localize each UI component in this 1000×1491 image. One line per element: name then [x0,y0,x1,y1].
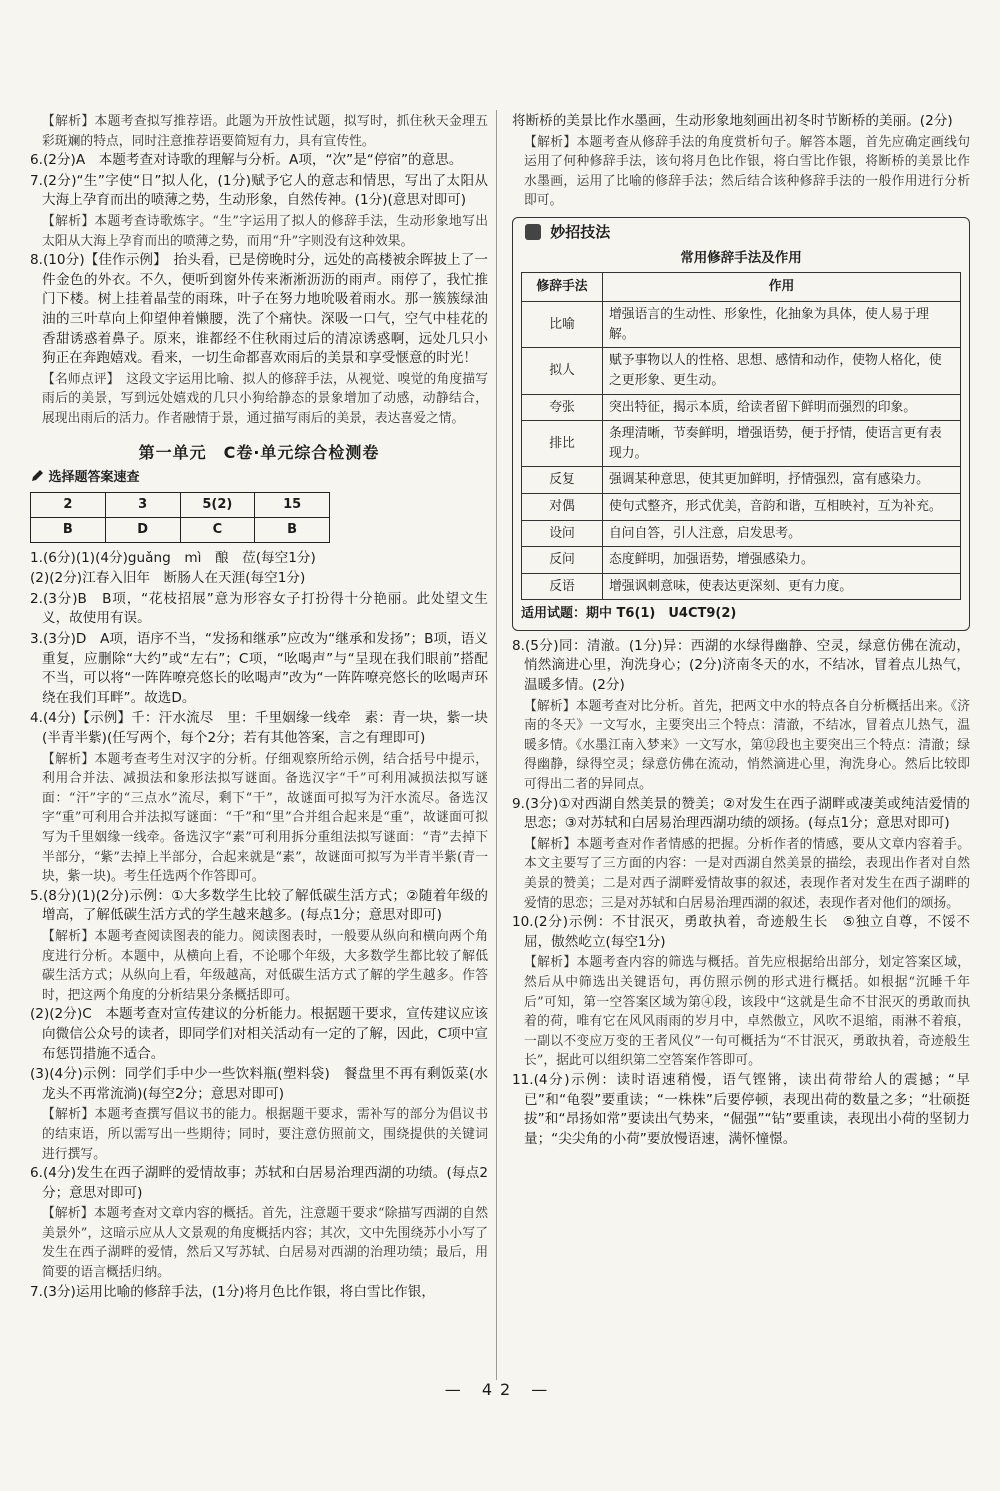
rhetoric-table [521,272,961,600]
answer-item: 8.(5分)同：清澈。(1分)异：西湖的水绿得幽静、空灵，绿意仿佛在流动，悄然滴进心里，洵洗身心；(2分)济南冬天的水，不结冰，冒着点儿热气，温暖多情。(2分) [512,637,970,694]
answer-header: 2 [31,492,106,517]
rhetoric-row [522,520,961,547]
rhetoric-effect: 增强语言的生动性、形象性，化抽象为具体，使人易于理解。 [603,302,961,348]
analysis-note: 【解析】本题考查撰写倡议书的能力。根据题干要求，需补写的部分为倡议书的结束语，所以需写出一些期待；同时，要注意仿照前文，围绕提供的关键词进行撰写。 [42,1107,488,1162]
applicable-questions: 适用试题：期中 T6(1) U4CT9(2) [521,606,737,622]
left-column [30,112,488,1303]
analysis-note: 【解析】本题考查对文章内容的概括。首先，注意题干要求“除描写西湖的自然美景外”，这暗示应从人文景观的角度概括内容；其次，文中先围绕苏小小写了发生在西子湖畔的爱情，然后又写苏轼、白居易对西湖的治理功绩；最后，用简要的语言概括归纳。 [42,1206,488,1281]
answer-item: 3.(3分)D A项，语序不当，“发扬和继承”应改为“继承和发扬”；B项，语义重复，应删除“大约”或“左右”；C项，“吆喝声”与“呈现在我们眼前”搭配不当，可以将“一阵阵嘹亮悠长的吆喝声”改为“一阵阵嘹亮悠长的吆喝声环绕在我们耳畔”。故选D。 [30,631,488,706]
rhetoric-row [522,302,961,348]
answer-item: 7.(3分)运用比喻的修辞手法，(1分)将月色比作银，将白雪比作银， [30,1283,435,1300]
watermark-logo [760,1395,980,1485]
right-answer-blocks [512,112,970,211]
answer-item: (2)(2分)C 本题考查对宣传建议的分析能力。根据题干要求，宣传建议应该向微信公众号的读者，即同学们对相关活动有一定的了解，因此，C项中宣布惩罚措施不适合。 [30,1006,488,1062]
quick-answer-heading [30,468,488,488]
rhetoric-row [522,573,961,600]
answer-header: 5(2) [180,492,255,517]
rhetoric-effect: 使句式整齐，形式优美，音韵和谐，互相映衬，互为补充。 [603,493,961,520]
answer-item: 7.(2分)“生”字使“日”拟人化，(1分)赋予它人的意志和情思，写出了太阳从大海上孕育而出的喷薄之势，生动形象，自然传神。(1分)(意思对即可) [30,172,488,209]
answer-item: 5.(8分)(1)(2分)示例：①大多数学生比较了解低碳生活方式；②随着年级的增高，了解低碳生活方式的学生越来越多。(每点1分；意思对即可) [30,887,488,924]
answer-item: 将断桥的美景比作水墨画，生动形象地刻画出初冬时节断桥的美丽。(2分) [512,113,953,129]
rhetoric-name: 设问 [522,520,603,547]
left-answer-blocks-2 [30,549,488,1303]
rhetoric-row [522,421,961,467]
rhetoric-row [522,547,961,574]
answer-table-value-row [31,517,330,542]
column-divider [496,110,497,1380]
quick-answer-title: 选择题答案速查 [48,470,140,486]
answer-item: 11.(4分)示例：读时语速稍慢，语气铿锵，读出荷带给人的震撼；“早已”和“龟裂”要重读；“一株株”后要停顿，表现出荷的数量之多；“壮硕挺拔”和“昂扬如常”要读出气势来，“倔强”“钻”要重读，表现出小荷的坚韧力量；“尖尖角的小荷”要放慢语速，满怀憧憬。 [512,1071,970,1147]
rhetoric-name: 反语 [522,573,603,600]
analysis-note: 【解析】本题考查阅读图表的能力。阅读图表时，一般要从纵向和横向两个角度进行分析。本题中，从横向上看，不论哪个年级，大多数学生都比较了解低碳生活方式；从纵向上看，年级越高，对低碳生活方式了解的学生越多。作答时，把这两个角度的分析结果分条概括即可。 [42,928,488,1003]
answer-header: 3 [105,492,180,517]
right-column [512,112,970,1150]
analysis-note: 【解析】本题考查拟写推荐语。此题为开放性试题，拟写时，抓住秋天金理五彩斑斓的特点，同时注意推荐语要简短有力，具有宣传性。 [42,114,488,149]
rhetoric-header-row [522,273,961,302]
answer-item: 1.(6分)(1)(4分)guǎng mì 酿 莅(每空1分) [30,549,316,566]
analysis-note: 【解析】本题考查对比分析。首先，把两文中水的特点各自分析概括出来。《济南的冬天》一文写水，主要突出三个特点：清澈，不结冰，冒着点儿热气，温暖多情。《水墨江南入梦来》一文写水，第⑫段也主要突出三个特点：清澈；绿得幽静，绿得空灵；绿意仿佛在流动，悄然滴进心里，洵洗身心。然后比较即可得出二者的异同点。 [524,698,970,793]
rhetoric-row [522,348,961,394]
rhetoric-header: 修辞手法 [522,273,603,302]
rhetoric-effect: 突出特征，揭示本质，给读者留下鲜明而强烈的印象。 [603,394,961,421]
answer-value: B [31,517,106,542]
rhetoric-effect: 自问自答，引人注意，启发思考。 [603,520,961,547]
tip-heading [521,223,614,243]
answer-item: 6.(2分)A 本题考查对诗歌的理解与分析。A项，“次”是“停宿”的意思。 [30,152,463,169]
answer-value: C [180,517,255,542]
analysis-note: 【解析】本题考查从修辞手法的角度赏析句子。解答本题，首先应确定画线句运用了何种修辞手法，该句将月色比作银，将白雪比作银，将断桥的美景比作水墨画，运用了比喻的修辞手法；然后结合该种修辞手法的一般作用进行分析即可。 [524,134,970,209]
rhetoric-effect: 增强讽刺意味，使表达更深刻、更有力度。 [603,573,961,600]
rhetoric-header: 作用 [603,273,961,302]
answer-item: 4.(4分)【示例】千：汗水流尽 里：千里姻缘一线牵 素：青一块，紫一块(半青半紫)(任写两个，每个2分；若有其他答案，言之有理即可) [30,710,488,747]
tip-badge-icon [525,224,541,240]
answer-item: 8.(10分)【佳作示例】 抬头看，已是傍晚时分，远处的高楼被余晖披上了一件金色的外衣。不久，便听到窗外传来淅淅沥沥的雨声。雨停了，我忙推门下楼。树上挂着晶莹的雨珠，叶子在努力地吮吸着雨水。那一簇簇绿油油的三叶草向上仰望伸着懒腰，洗了个痛快。深吸一口气，空气中桂花的香甜诱惑着鼻子。原来，谁都经不住秋雨过后的清凉诱惑啊，远处几只小狗正在奔跑嬉戏。看来，一切生命都喜欢雨后的美景和享受惬意的时光！ [30,252,488,367]
rhetoric-effect: 赋予事物以人的性格、思想、感情和动作，使物人格化，使之更形象、更生动。 [603,348,961,394]
left-answer-blocks [30,112,488,429]
analysis-note: 【解析】本题考查考生对汉字的分析。仔细观察所给示例，结合括号中提示，利用合并法、减损法和象形法拟写谜面。备选汉字“千”可利用减损法拟写谜面：“汗”字的“三点水”流尽，剩下“干”，故谜面可拟写为汗水流尽。备选汉字“重”可利用合并法拟写谜面：“千”和“里”合并组合起来是“重”，故谜面可拟写为千里姻缘一线牵。备选汉字“素”可利用拆分重组法拟写谜面：“青”去掉下半部分，“紫”去掉上半部分，合起来就是“素”，故谜面可拟写为半青半紫(青一块，紫一块)。考生任选两个作答即可。 [42,751,488,885]
answer-value: B [255,517,330,542]
rhetoric-name: 反复 [522,467,603,494]
answer-item: 2.(3分)B B项，“花枝招展”意为形容女子打扮得十分艳丽。此处望文生义，故使用有误。 [30,590,488,627]
rhetoric-row [522,394,961,421]
answer-item: (3)(4分)示例：同学们手中少一些饮料瓶(塑料袋) 餐盘里不再有剩饭菜(水龙头不再常流淌)(每空2分；意思对即可) [30,1066,488,1102]
answer-table-header-row [31,492,330,517]
rhetoric-name: 对偶 [522,493,603,520]
answer-header: 15 [255,492,330,517]
answer-value: D [105,517,180,542]
rhetoric-effect: 条理清晰，节奏鲜明，增强语势，便于抒情，使语言更有表现力。 [603,421,961,467]
tip-label: 妙招技法 [550,222,611,241]
rhetoric-row [522,467,961,494]
analysis-note: 【名师点评】 这段文字运用比喻、拟人的修辞手法，从视觉、嗅觉的角度描写雨后的美景，写到远处嬉戏的几只小狗给静态的景象增加了动感，动静结合，展现出雨后的活力。作者融情于景，通过描写雨后的美景，表达喜爱之情。 [42,371,488,426]
rhetoric-name: 拟人 [522,348,603,394]
analysis-note: 【解析】本题考查诗歌炼字。“生”字运用了拟人的修辞手法，生动形象地写出太阳从大海上孕育而出的喷薄之势，而用“升”字则没有这种效果。 [42,213,488,249]
right-answer-blocks-2 [512,637,970,1149]
rhetoric-effect: 态度鲜明，加强语势，增强感染力。 [603,547,961,574]
pencil-icon [30,469,44,483]
rhetoric-row [522,493,961,520]
section-title: 第一单元 C卷·单元综合检测卷 [138,442,380,462]
answer-item: 9.(3分)①对西湖自然美景的赞美；②对发生在西子湖畔或凄美或纯洁爱情的思恋；③对苏轼和白居易治理西湖功绩的颂扬。(每点1分；意思对即可) [512,795,970,832]
page-number: — 42 — [444,1380,556,1399]
analysis-note: 【解析】本题考查内容的筛选与概括。首先应根据给出部分，划定答案区域，然后从中筛选出关键语句，再仿照示例的形式进行概括。如根据“沉睡千年后”可知，第一空答案区域为第④段，该段中“这就是生命不甘泯灭的勇敢而执着的荷，唯有它在风风雨雨的岁月中，卓然傲立，风吹不退缩，雨淋不着痕，一副以不变应万变的王者风仪”一句可概括为“不甘泯灭，勇敢执着，奇迹般生长”，据此可以组织第二空答案作答即可。 [524,955,970,1069]
rhetoric-table-body [522,273,961,600]
tip-table-title: 常用修辞手法及作用 [680,249,802,266]
rhetoric-name: 比喻 [522,302,603,348]
answer-item: (2)(2分)江春入旧年 断肠人在天涯(每空1分) [30,570,306,587]
rhetoric-effect: 强调某种意思，使其更加鲜明，抒情强烈，富有感染力。 [603,467,961,494]
answer-table [30,492,330,543]
tip-box [512,217,970,631]
rhetoric-name: 夸张 [522,394,603,421]
analysis-note: 【解析】本题考查对作者情感的把握。分析作者的情感，要从文章内容着手。本文主要写了三方面的内容：一是对西湖自然美景的描绘，表现出作者对自然美景的赞美；二是对西子湖畔爱情故事的叙述，表现作者对发生在西子湖畔的爱情的思恋；三是对苏轼和白居易治理西湖的叙述，表现作者对他们的颂扬。 [524,836,970,911]
answer-item: 6.(4分)发生在西子湖畔的爱情故事；苏轼和白居易治理西湖的功绩。(每点2分；意思对即可) [30,1165,488,1201]
rhetoric-name: 反问 [522,547,603,574]
rhetoric-name: 排比 [522,421,603,467]
answer-item: 10.(2分)示例：不甘泯灭，勇敢执着，奇迹般生长 ⑤独立自尊，不馁不屈，傲然屹立(每空1分) [512,914,970,950]
